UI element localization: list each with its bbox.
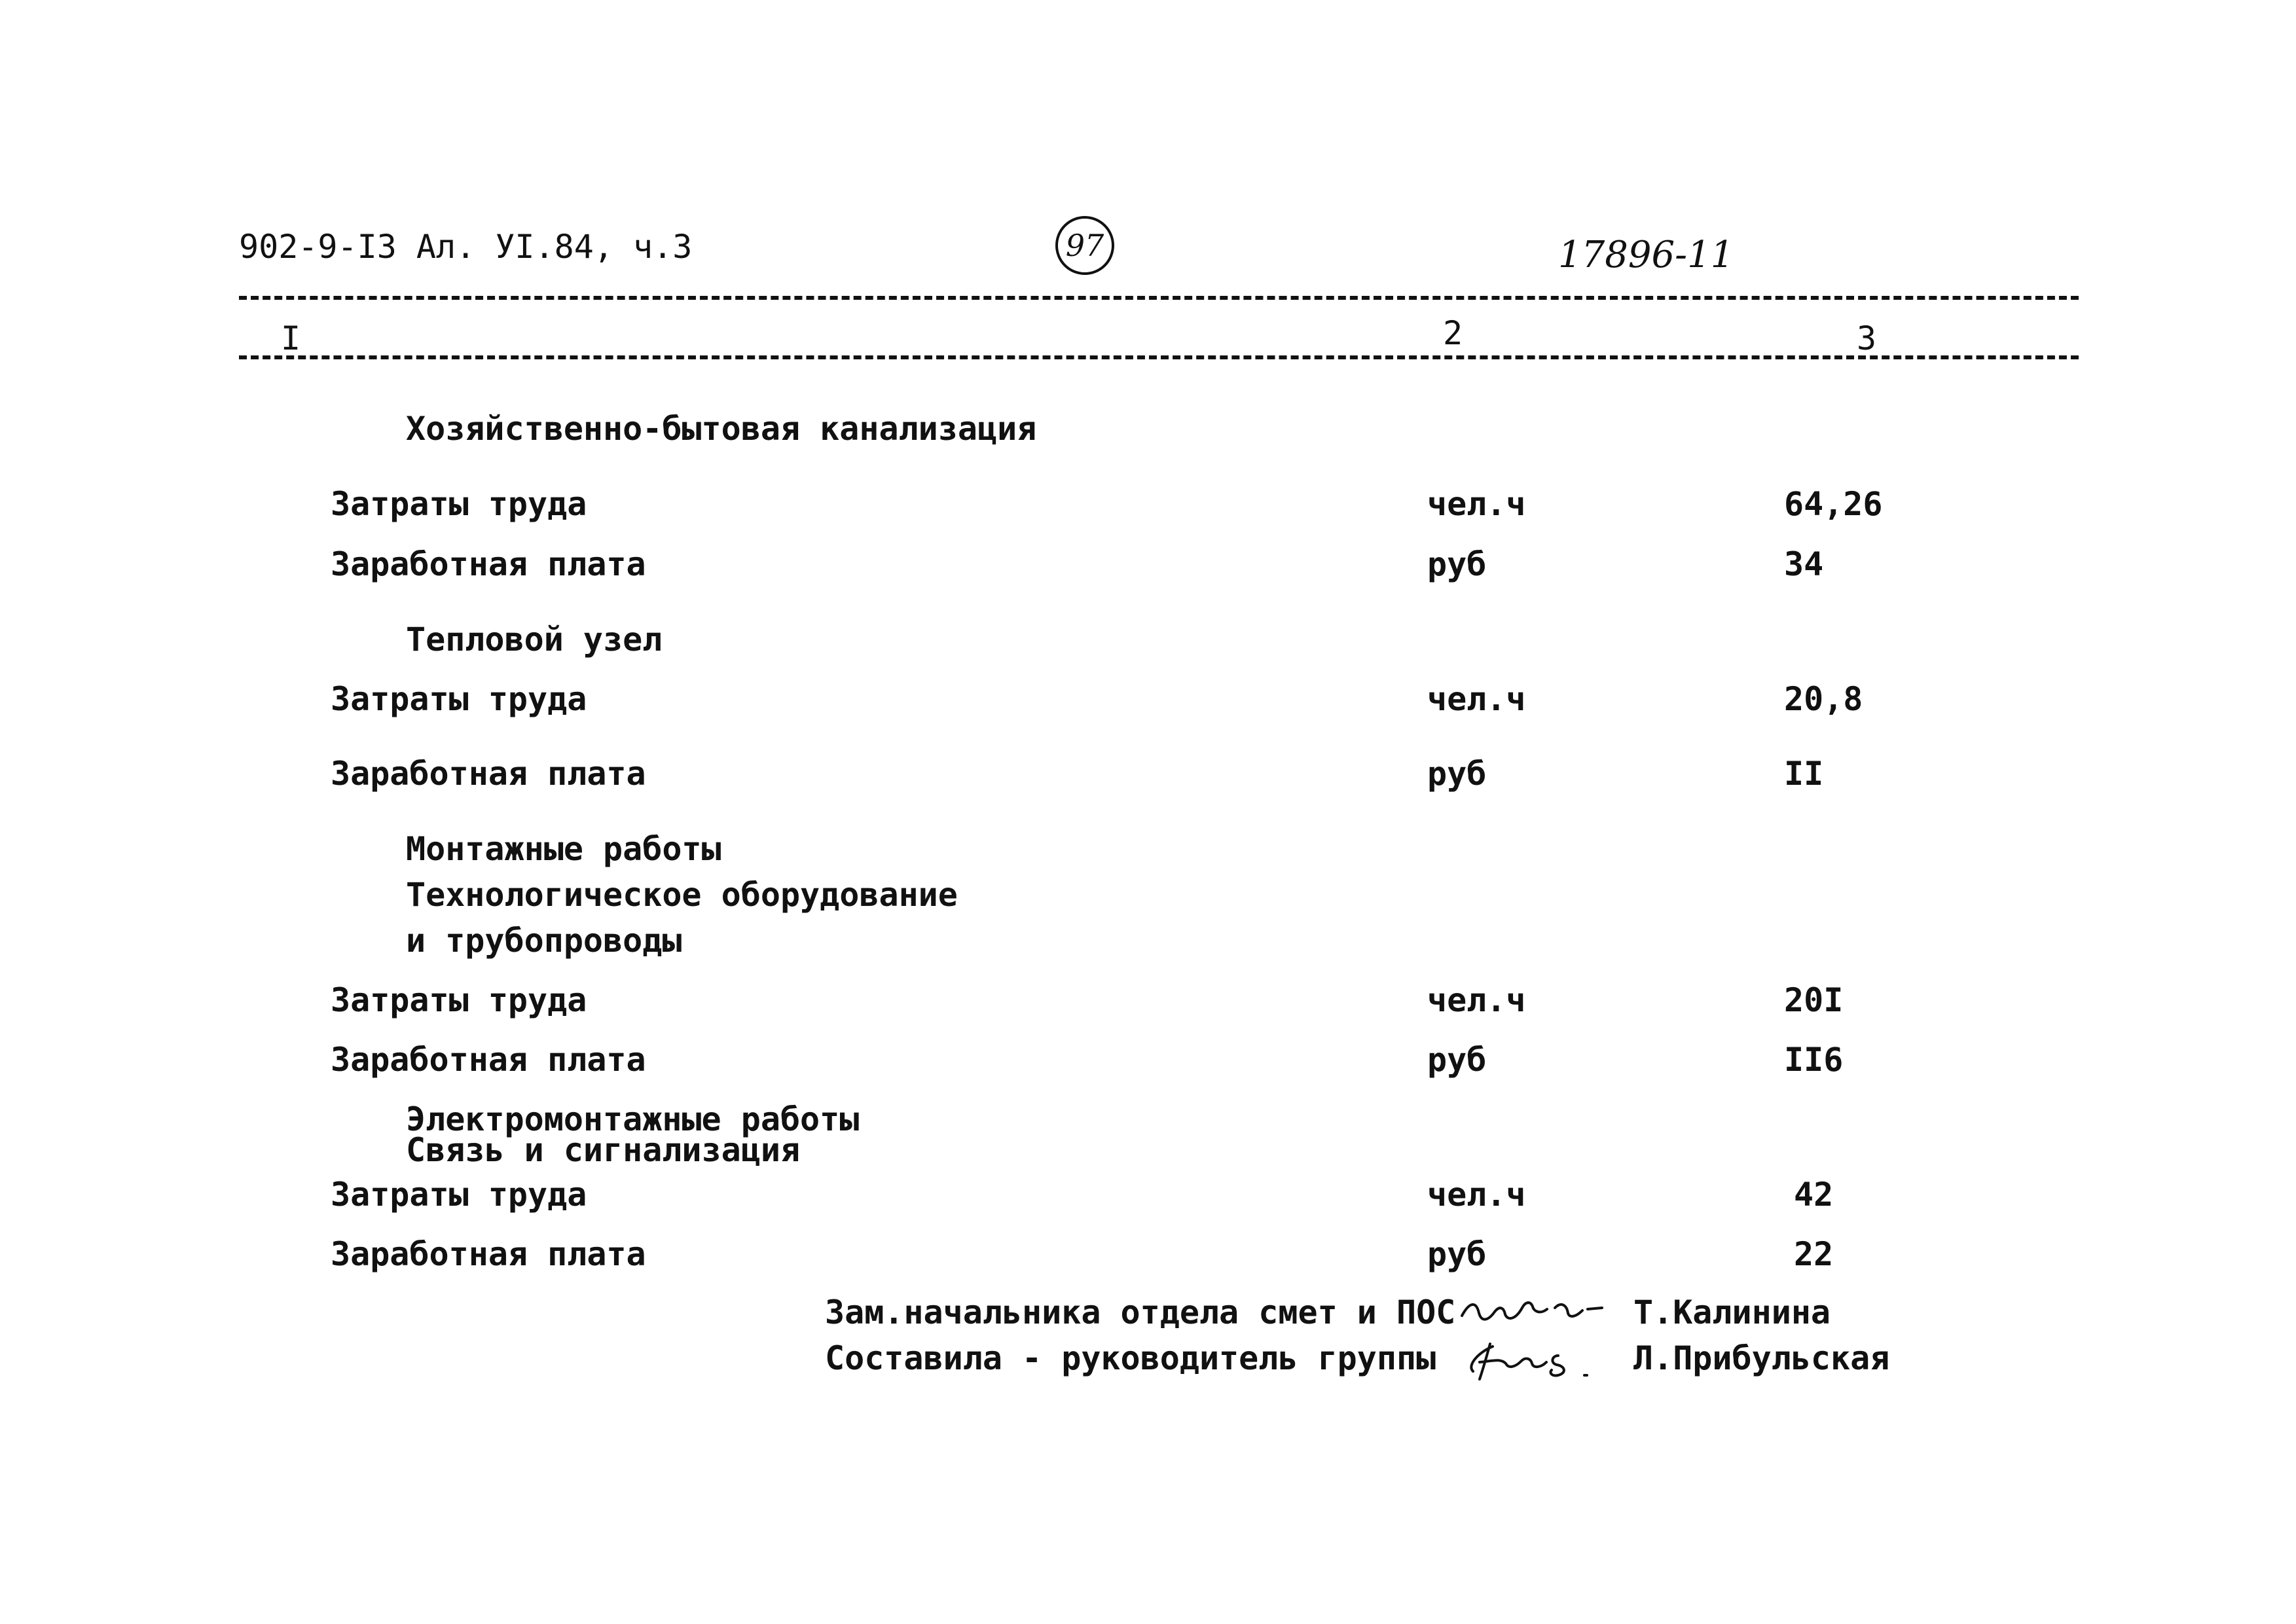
handwritten-signature: [1457, 1288, 1607, 1334]
section-title: Электромонтажные работы: [406, 1100, 860, 1138]
header-rule-top: [239, 296, 2079, 300]
row-value: 34: [1784, 545, 1824, 583]
section-title: Тепловой узел: [406, 621, 663, 659]
row-unit: руб: [1427, 755, 1487, 793]
row-unit: чел.ч: [1427, 1176, 1526, 1214]
row-value: 42: [1794, 1176, 1834, 1214]
column-header-3: 3: [1854, 322, 1879, 355]
row-label: Затраты труда: [331, 485, 587, 523]
document-code: 902-9-I3 Ал. УI.84, ч.3: [239, 228, 693, 266]
signature-position: Зам.начальника отдела смет и ПОС: [825, 1293, 1456, 1331]
row-label: Затраты труда: [331, 680, 587, 718]
row-label: Заработная плата: [331, 545, 646, 583]
row-value: II6: [1784, 1041, 1844, 1079]
row-unit: чел.ч: [1427, 981, 1526, 1019]
signatory-name: Т.Калинина: [1633, 1293, 1831, 1331]
row-value: II: [1784, 755, 1824, 793]
row-value: 64,26: [1784, 485, 1883, 523]
section-title: Монтажные работы: [406, 830, 721, 868]
row-label: Затраты труда: [331, 1176, 587, 1214]
row-label: Заработная плата: [331, 755, 646, 793]
section-title: Хозяйственно-бытовая канализация: [406, 410, 1037, 448]
page-number: 97: [1065, 228, 1104, 263]
signature-position: Составила - руководитель группы: [825, 1339, 1436, 1377]
row-unit: руб: [1427, 1041, 1487, 1079]
column-header-1: I: [278, 322, 303, 355]
row-unit: чел.ч: [1427, 485, 1526, 523]
row-label: Заработная плата: [331, 1235, 646, 1273]
handwritten-signature: [1460, 1332, 1604, 1384]
handwritten-sheet-number: 17896-11: [1558, 234, 1734, 276]
row-unit: руб: [1427, 1235, 1487, 1273]
signatory-name: Л.Прибульская: [1633, 1339, 1890, 1377]
section-title: Связь и сигнализация: [406, 1131, 801, 1169]
row-value: 20I: [1784, 981, 1844, 1019]
row-value: 20,8: [1784, 680, 1863, 718]
header-rule-bottom: [239, 355, 2079, 359]
row-unit: чел.ч: [1427, 680, 1526, 718]
row-value: 22: [1794, 1235, 1834, 1273]
column-header-2: 2: [1440, 317, 1465, 350]
row-label: Заработная плата: [331, 1041, 646, 1079]
page-number-stamp: [1055, 216, 1114, 275]
row-unit: руб: [1427, 545, 1487, 583]
section-title: Технологическое оборудование: [406, 876, 958, 914]
row-label: Затраты труда: [331, 981, 587, 1019]
section-title: и трубопроводы: [406, 922, 682, 960]
